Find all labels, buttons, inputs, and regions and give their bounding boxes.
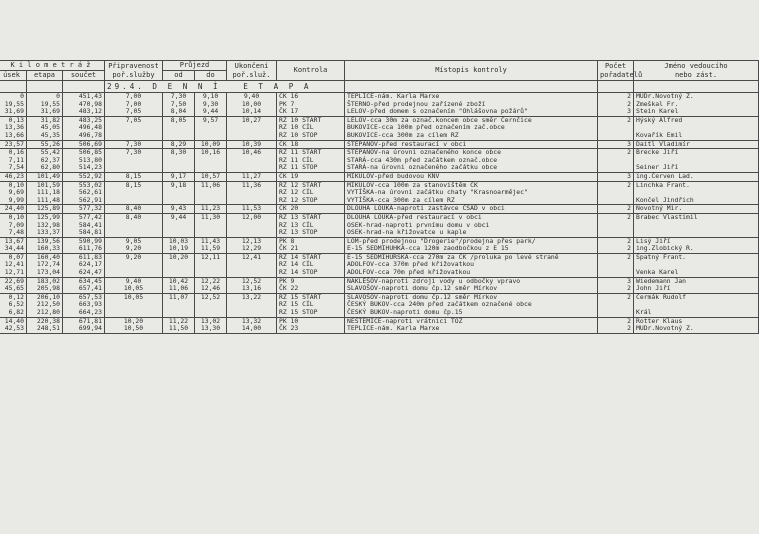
- mistopis-cell: SLAVOŠOV-naproti domu čp.12 směr Mírkov ČESKÝ BUKOV-cca 240m před začátkem označené obce ČESKÝ BUKOV-naproti domu čp.15: [345, 293, 598, 317]
- header-mistopis: Místopis kontroly: [345, 61, 598, 81]
- pocet-poradatelu-cell: 2: [598, 205, 634, 214]
- jmeno-vedouciho-cell: Linchka Frant. Končel Jindřich: [634, 181, 759, 205]
- jmeno-vedouciho-cell: Lisý Jiří ing.Zlobický R.: [634, 237, 759, 253]
- table-row: [0, 149, 759, 173]
- km-soucet-cell: 552,92: [63, 172, 105, 181]
- km-soucet-cell: 506,69: [63, 140, 105, 149]
- pripravenost-cell: 8,40: [105, 213, 163, 237]
- prujezd-do-cell: 10,16: [195, 149, 227, 173]
- ukonceni-cell: 10,27: [227, 116, 277, 140]
- jmeno-vedouciho-cell: MUDr.Novotný Z. Zmeškal Fr. Stein Karel: [634, 93, 759, 117]
- mistopis-cell: MIKULOV-cca 100m za stanovištěm ČK VYTÍŠKA-na úrovni začátku chaty "Krasnoarmějec" VYTÍŠKA-cca 300m za cílem RZ: [345, 181, 598, 205]
- km-soucet-cell: 506,85 513,80 514,23: [63, 149, 105, 173]
- header-kilometraz: K i l o m e t r á ž: [0, 61, 105, 71]
- pripravenost-cell: 8,15: [105, 172, 163, 181]
- km-usek-cell: 0,07 12,41 12,71: [0, 253, 27, 277]
- header-usek: úsek: [0, 71, 27, 81]
- km-usek-cell: 0,13 13,36 13,66: [0, 116, 27, 140]
- header-do: do: [195, 71, 227, 81]
- pripravenost-cell: 8,15: [105, 181, 163, 205]
- kontrola-cell: ČK 18: [277, 140, 345, 149]
- header-pocet: Počet pořadatelů: [598, 61, 634, 81]
- mistopis-cell: LOM-před prodejnou "Drogerie"/prodejna přes park/ E-15 SEDMIHUHKÁ-cca 120m zaodbočkou z E 15: [345, 237, 598, 253]
- table-row: [0, 93, 759, 117]
- table-row: [0, 277, 759, 293]
- jmeno-vedouciho-cell: Brabec Vlastimil: [634, 213, 759, 237]
- pripravenost-cell: 9,05 9,20: [105, 237, 163, 253]
- mistopis-cell: DLOUHÁ LOUKA-před restaurací v obci OSEK-hrad-naproti prvnímu domu v obci OSEK-hrad-na křižovatce u kaple: [345, 213, 598, 237]
- kontrola-cell: ČK 20: [277, 205, 345, 214]
- ukonceni-cell: 11,53: [227, 205, 277, 214]
- km-etapa-cell: 139,56 160,33: [27, 237, 63, 253]
- km-soucet-cell: 577,32: [63, 205, 105, 214]
- mistopis-cell: DLOUHÁ LOUKA-naproti zastávce ČSAD v obci: [345, 205, 598, 214]
- km-soucet-cell: 483,25 496,48 496,78: [63, 116, 105, 140]
- mistopis-cell: TEPLICE-nám. Karla Marxe ŠTERNO-před prodejnou zařízené zboží LELOV-před domem s označením "Ohlášovna požárů": [345, 93, 598, 117]
- prujezd-od-cell: 10,20: [163, 253, 195, 277]
- km-usek-cell: 0,12 6,52 6,82: [0, 293, 27, 317]
- kontrola-cell: RZ 14 START RZ 14 CÍL RZ 14 STOP: [277, 253, 345, 277]
- km-etapa-cell: 55,26: [27, 140, 63, 149]
- prujezd-od-cell: 10,42 11,06: [163, 277, 195, 293]
- prujezd-do-cell: 11,43 11,59: [195, 237, 227, 253]
- km-soucet-cell: 657,53 663,93 664,23: [63, 293, 105, 317]
- pocet-poradatelu-cell: 2 2 3: [598, 93, 634, 117]
- prujezd-do-cell: 11,06: [195, 181, 227, 205]
- header-soucet: součet: [63, 71, 105, 81]
- header-kontrola: Kontrola: [277, 61, 345, 81]
- prujezd-od-cell: 7,30 7,50 8,04: [163, 93, 195, 117]
- prujezd-do-cell: 11,30: [195, 213, 227, 237]
- mistopis-cell: NAKLÉŠOV-naproti zdroji vody u odbočky vpravo SLAVOŠOV-naproti domu čp.12 směr Mírkov: [345, 277, 598, 293]
- prujezd-do-cell: 11,23: [195, 205, 227, 214]
- km-usek-cell: 24,40: [0, 205, 27, 214]
- header-od: od: [163, 71, 195, 81]
- pripravenost-cell: 9,40 10,05: [105, 277, 163, 293]
- kontrola-cell: RZ 13 START RZ 13 CÍL RZ 13 STOP: [277, 213, 345, 237]
- pripravenost-cell: 7,00 7,00 7,05: [105, 93, 163, 117]
- km-usek-cell: 0 19,55 31,69: [0, 93, 27, 117]
- header-pripravenost: Připravenost poř.služby: [105, 61, 163, 81]
- km-usek-cell: 46,23: [0, 172, 27, 181]
- km-soucet-cell: 671,81 699,94: [63, 317, 105, 333]
- etapa-title-row: [0, 81, 759, 93]
- km-usek-cell: 0,10 9,69 9,99: [0, 181, 27, 205]
- prujezd-od-cell: 10,03 10,19: [163, 237, 195, 253]
- table-row: [0, 181, 759, 205]
- table-row: [0, 293, 759, 317]
- table-row: [0, 237, 759, 253]
- pocet-poradatelu-cell: 2 2: [598, 317, 634, 333]
- schedule-sheet: [0, 60, 758, 430]
- jmeno-vedouciho-cell: Čermák Rudolf Král: [634, 293, 759, 317]
- jmeno-vedouciho-cell: Hýský Alfred Kovařík Emil: [634, 116, 759, 140]
- ukonceni-cell: 10,39: [227, 140, 277, 149]
- table-row: [0, 213, 759, 237]
- pripravenost-cell: 7,30: [105, 149, 163, 173]
- km-etapa-cell: 220,38 248,51: [27, 317, 63, 333]
- table-row: [0, 317, 759, 333]
- km-etapa-cell: 55,42 62,37 62,80: [27, 149, 63, 173]
- prujezd-do-cell: 12,22 12,46: [195, 277, 227, 293]
- ukonceni-cell: 12,52 13,16: [227, 277, 277, 293]
- kontrola-cell: ČK 16 PK 7 ČK 17: [277, 93, 345, 117]
- prujezd-do-cell: 12,52: [195, 293, 227, 317]
- ukonceni-cell: 11,36: [227, 181, 277, 205]
- header-jmeno: Jméno vedoucího nebo zást.: [634, 61, 759, 81]
- km-usek-cell: 0,16 7,11 7,54: [0, 149, 27, 173]
- prujezd-od-cell: 8,29: [163, 140, 195, 149]
- prujezd-do-cell: 10,09: [195, 140, 227, 149]
- header-prujezd: Průjezd: [163, 61, 227, 71]
- ukonceni-cell: 9,40 10,00 10,14: [227, 93, 277, 117]
- km-usek-cell: 23,57: [0, 140, 27, 149]
- header-etapa: etapa: [27, 71, 63, 81]
- prujezd-od-cell: 9,18: [163, 181, 195, 205]
- km-etapa-cell: 183,02 205,98: [27, 277, 63, 293]
- pocet-poradatelu-cell: 2: [598, 116, 634, 140]
- ukonceni-cell: 12,41: [227, 253, 277, 277]
- pocet-poradatelu-cell: 3: [598, 140, 634, 149]
- prujezd-do-cell: 9,10 9,30 9,44: [195, 93, 227, 117]
- mistopis-cell: MIKULOV-před budovou KNV: [345, 172, 598, 181]
- mistopis-cell: E-15 SEDMIHURSKÁ-cca 270m za ČK /proluka po levé straně ADOLFOV-cca 370m před křižovatkou ADOLFOV-cca 70m před křižovatkou: [345, 253, 598, 277]
- kontrola-cell: PK 10 ČK 23: [277, 317, 345, 333]
- header-row-1: [0, 61, 759, 71]
- table-row: [0, 172, 759, 181]
- mistopis-cell: ŠTĚPÁNOV-na úrovni označeného konce obce STARÁ-cca 430m před začátkem označ.obce STARÁ-na úrovni označeného začátku obce: [345, 149, 598, 173]
- km-etapa-cell: 160,40 172,74 173,04: [27, 253, 63, 277]
- mistopis-cell: NEŠTĚMICE-naproti vrátnici TOZ TEPLICE-nám. Karla Marxe: [345, 317, 598, 333]
- km-etapa-cell: 0 19,55 31,69: [27, 93, 63, 117]
- ukonceni-cell: 11,27: [227, 172, 277, 181]
- km-etapa-cell: 31,82 45,05 45,35: [27, 116, 63, 140]
- prujezd-od-cell: 9,44: [163, 213, 195, 237]
- pripravenost-cell: 8,40: [105, 205, 163, 214]
- km-soucet-cell: 590,99 611,76: [63, 237, 105, 253]
- table-row: [0, 253, 759, 277]
- km-etapa-cell: 101,49: [27, 172, 63, 181]
- etapa-title: 29.4. D E N N Í E T A P A: [105, 81, 345, 93]
- mistopis-cell: ŠTĚPÁNOV-před restaurací v obci: [345, 140, 598, 149]
- prujezd-do-cell: 10,57: [195, 172, 227, 181]
- pripravenost-cell: 10,05: [105, 293, 163, 317]
- mistopis-cell: LELOV-cca 30m za označ.koncem obce směr Černčice BUKOVICE-cca 100m před označením zač.obce BUKOVICE-cca 300m za cílem RZ: [345, 116, 598, 140]
- prujezd-od-cell: 11,22 11,50: [163, 317, 195, 333]
- prujezd-do-cell: 13,02 13,30: [195, 317, 227, 333]
- pocet-poradatelu-cell: 2: [598, 213, 634, 237]
- prujezd-od-cell: 9,17: [163, 172, 195, 181]
- kontrola-cell: ČK 19: [277, 172, 345, 181]
- prujezd-od-cell: 9,43: [163, 205, 195, 214]
- jmeno-vedouciho-cell: Rotter Klaus MUDr.Novotný Z.: [634, 317, 759, 333]
- prujezd-od-cell: 11,07: [163, 293, 195, 317]
- jmeno-vedouciho-cell: ing.Červen Lad.: [634, 172, 759, 181]
- ukonceni-cell: 10,46: [227, 149, 277, 173]
- km-usek-cell: 0,10 7,09 7,48: [0, 213, 27, 237]
- pocet-poradatelu-cell: 3 2: [598, 277, 634, 293]
- km-soucet-cell: 553,02 562,61 562,91: [63, 181, 105, 205]
- km-usek-cell: 13,67 34,44: [0, 237, 27, 253]
- pocet-poradatelu-cell: 2 2: [598, 237, 634, 253]
- km-etapa-cell: 206,10 212,50 212,80: [27, 293, 63, 317]
- ukonceni-cell: 13,22: [227, 293, 277, 317]
- jmeno-vedouciho-cell: Novotný Mir.: [634, 205, 759, 214]
- pripravenost-cell: 9,20: [105, 253, 163, 277]
- km-soucet-cell: 577,42 584,41 584,81: [63, 213, 105, 237]
- kontrola-cell: RZ 12 START RZ 12 CÍL RZ 12 STOP: [277, 181, 345, 205]
- jmeno-vedouciho-cell: Špatný Frant. Venka Karel: [634, 253, 759, 277]
- km-usek-cell: 14,40 42,53: [0, 317, 27, 333]
- ukonceni-cell: 12,13 12,29: [227, 237, 277, 253]
- pocet-poradatelu-cell: 2: [598, 181, 634, 205]
- prujezd-od-cell: 8,05: [163, 116, 195, 140]
- km-etapa-cell: 125,89: [27, 205, 63, 214]
- pocet-poradatelu-cell: 2: [598, 149, 634, 173]
- prujezd-do-cell: 12,11: [195, 253, 227, 277]
- ukonceni-cell: 12,00: [227, 213, 277, 237]
- pocet-poradatelu-cell: 3: [598, 172, 634, 181]
- ukonceni-cell: 13,32 14,00: [227, 317, 277, 333]
- jmeno-vedouciho-cell: Wiedemann Jan John Jiří: [634, 277, 759, 293]
- km-soucet-cell: 451,43 470,98 483,12: [63, 93, 105, 117]
- kontrola-cell: RZ 11 START RZ 11 CÍL RZ 11 STOP: [277, 149, 345, 173]
- kontrola-cell: PK 9 ČK 22: [277, 277, 345, 293]
- kontrola-cell: RZ 15 START RZ 15 CÍL RZ 15 STOP: [277, 293, 345, 317]
- pripravenost-cell: 10,20 10,50: [105, 317, 163, 333]
- prujezd-do-cell: 9,57: [195, 116, 227, 140]
- header-ukonceni: Ukončení poř.služ.: [227, 61, 277, 81]
- km-etapa-cell: 101,59 111,18 111,48: [27, 181, 63, 205]
- km-etapa-cell: 125,99 132,98 133,37: [27, 213, 63, 237]
- pripravenost-cell: 7,05: [105, 116, 163, 140]
- checkpoint-schedule-table: [0, 60, 759, 334]
- kontrola-cell: RZ 10 START RZ 10 CÍL RZ 10 STOP: [277, 116, 345, 140]
- km-usek-cell: 22,69 45,65: [0, 277, 27, 293]
- prujezd-od-cell: 8,30: [163, 149, 195, 173]
- table-row: [0, 116, 759, 140]
- pripravenost-cell: 7,30: [105, 140, 163, 149]
- km-soucet-cell: 634,45 657,41: [63, 277, 105, 293]
- pocet-poradatelu-cell: 2: [598, 253, 634, 277]
- pocet-poradatelu-cell: 2: [598, 293, 634, 317]
- jmeno-vedouciho-cell: Daitl Vladimír: [634, 140, 759, 149]
- jmeno-vedouciho-cell: Brecke Jiří Seiner Jiří: [634, 149, 759, 173]
- km-soucet-cell: 611,83 624,17 624,47: [63, 253, 105, 277]
- kontrola-cell: PK 8 ČK 21: [277, 237, 345, 253]
